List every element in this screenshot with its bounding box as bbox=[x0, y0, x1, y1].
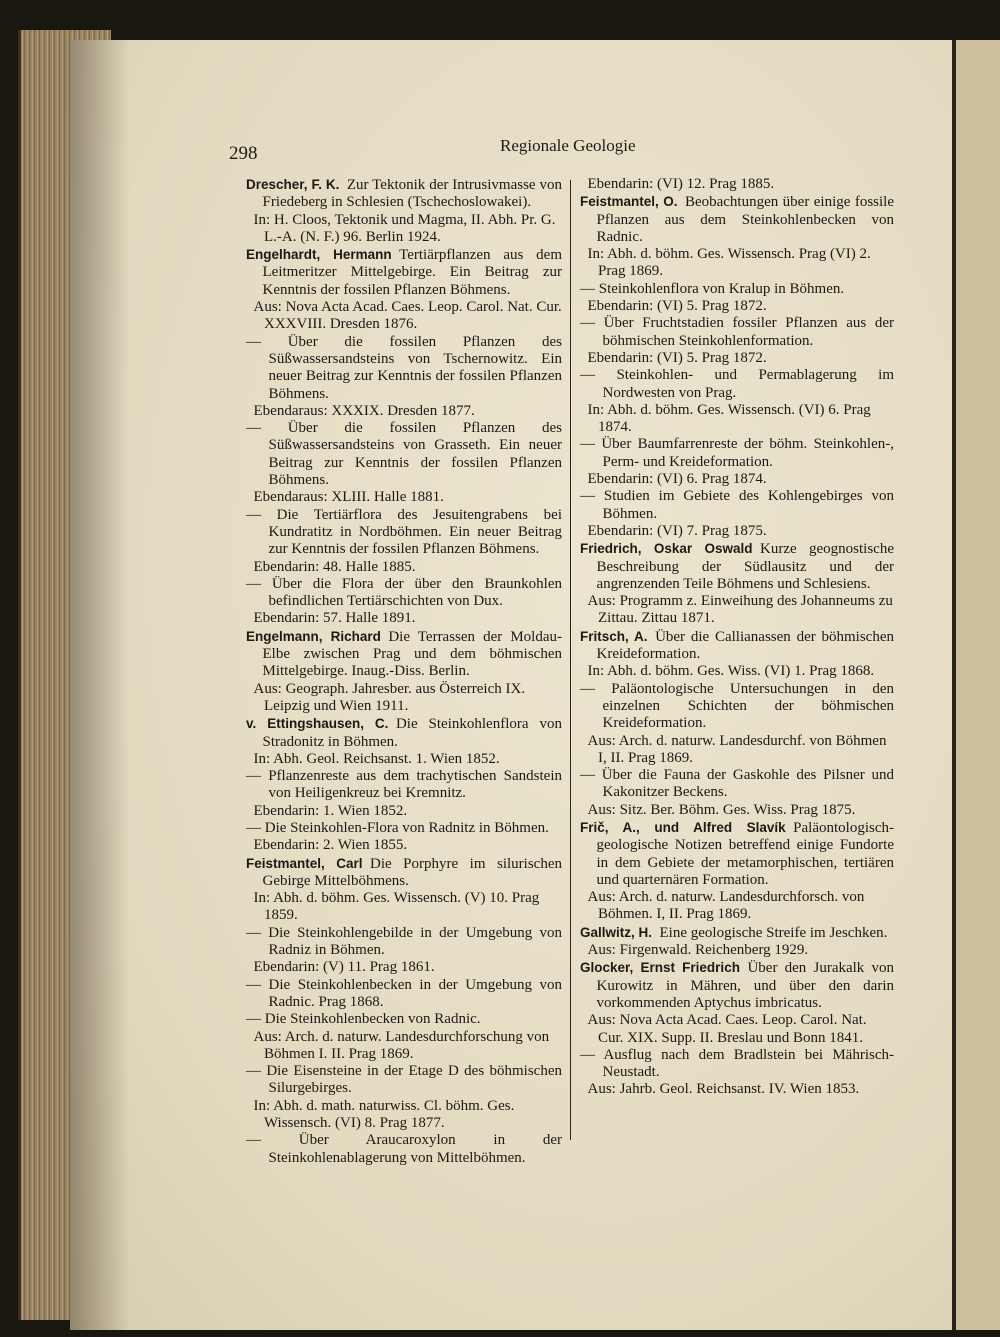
bibliography-entry bbox=[246, 1132, 562, 1167]
entry-title: Zur Tektonik der Intrusivmasse von Friedeberg in Schlesien (Tschechoslowakei). bbox=[262, 177, 562, 211]
repeat-author-dash: — bbox=[246, 924, 261, 941]
entry-title: Die Steinkohlenflora von Stradonitz in Böhmen. bbox=[262, 716, 562, 750]
entry-publication: Ebendarin: (VI) 7. Prag 1875. bbox=[587, 522, 767, 539]
entry-title: Paläontologische Untersuchungen in den einzelnen Schichten der böhmischen Kreideformation. bbox=[602, 680, 894, 732]
bibliography-entry bbox=[246, 768, 562, 820]
entry-title-line bbox=[580, 681, 894, 733]
entry-title-line bbox=[246, 855, 562, 891]
bibliography-entry bbox=[580, 176, 894, 193]
left-column bbox=[246, 176, 562, 1167]
entry-author: Gallwitz, H. bbox=[580, 924, 653, 940]
entry-author: Fritsch, A. bbox=[580, 628, 648, 644]
bibliography-entry bbox=[580, 281, 894, 316]
entry-title: Die Steinkohlen-Flora von Radnitz in Böhmen. bbox=[264, 819, 549, 836]
entry-publication: In: Abh. d. böhm. Ges. Wissensch. (V) 10. Prag 1859. bbox=[253, 890, 540, 924]
entry-title-line bbox=[246, 507, 562, 559]
entry-publication: Aus: Sitz. Ber. Böhm. Ges. Wiss. Prag 1875. bbox=[587, 801, 856, 818]
entry-publication: In: Abh. d. böhm. Ges. Wiss. (VI) 1. Prag 1868. bbox=[587, 663, 875, 680]
bibliography-entry bbox=[580, 488, 894, 540]
entry-title: Über die Callianassen der böhmischen Kreideformation. bbox=[596, 628, 895, 663]
entry-publication: Ebendarin: (VI) 12. Prag 1885. bbox=[587, 176, 775, 192]
entry-publication: Aus: Nova Acta Acad. Caes. Leop. Carol. Nat. Cur. XIX. Supp. II. Breslau und Bonn 1841. bbox=[587, 1012, 867, 1046]
entry-publication: Ebendarin: 48. Halle 1885. bbox=[253, 558, 416, 575]
entry-title-line bbox=[246, 715, 562, 751]
entry-title: Pflanzenreste aus dem trachytischen Sandstein von Heiligenkreuz bei Kremnitz. bbox=[268, 768, 562, 802]
entry-title-line bbox=[580, 959, 894, 1012]
entry-title-line bbox=[246, 1063, 562, 1098]
entry-publication: Aus: Programm z. Einweihung des Johanneums zu Zittau. Zittau 1871. bbox=[587, 593, 893, 627]
entry-publication: Aus: Arch. d. naturw. Landesdurchforsch. von Böhmen. I, II. Prag 1869. bbox=[587, 889, 865, 923]
entry-title: Die Steinkohlenbecken in der Umgebung von Radnic. Prag 1868. bbox=[268, 976, 562, 1010]
entry-author: Feistmantel, Carl bbox=[246, 855, 363, 871]
entry-publication: Ebendarin: (VI) 5. Prag 1872. bbox=[587, 349, 767, 366]
bibliography-entry bbox=[246, 977, 562, 1012]
bibliography-entry bbox=[246, 576, 562, 628]
entry-author: Engelmann, Richard bbox=[246, 628, 381, 644]
entry-publication: In: H. Cloos, Tektonik und Magma, II. Abh. Pr. G. L.-A. (N. F.) 96. Berlin 1924. bbox=[253, 211, 556, 245]
repeat-author-dash: — bbox=[246, 1132, 261, 1149]
entry-title-line bbox=[246, 820, 562, 837]
entry-title: Eine geologische Streife im Jeschken. bbox=[659, 924, 888, 941]
entry-author: Frič, A., und Alfred Slavík bbox=[580, 819, 786, 835]
repeat-author-dash: — bbox=[580, 488, 595, 505]
bibliography-entry bbox=[246, 715, 562, 768]
bibliography-entry bbox=[580, 315, 894, 367]
entry-title: Über den Jurakalk von Kurowitz in Mähren, und über den darin vorkommenden Aptychus imbricatus. bbox=[596, 960, 894, 1011]
repeat-author-dash: — bbox=[246, 976, 261, 993]
bibliography-entry bbox=[246, 334, 562, 420]
entry-author: Feistmantel, O. bbox=[580, 194, 678, 210]
entry-title: Über die fossilen Pflanzen des Süßwassersandsteins von Grasseth. Ein neuer Beitrag zur Kenntnis der fossilen Pflanzen Böhmens. bbox=[268, 420, 563, 489]
repeat-author-dash: — bbox=[580, 367, 595, 384]
bibliography-entry bbox=[580, 628, 894, 681]
entry-title: Die Eisensteine in der Etage D des böhmischen Silurgebirges. bbox=[266, 1063, 562, 1097]
entry-title-line bbox=[246, 1011, 562, 1028]
repeat-author-dash: — bbox=[580, 680, 595, 697]
entry-title-line bbox=[246, 246, 562, 299]
bibliography-entry bbox=[580, 924, 894, 960]
entry-publication: Aus: Arch. d. naturw. Landesdurchforschung von Böhmen I. II. Prag 1869. bbox=[253, 1028, 550, 1062]
entry-title-line bbox=[246, 628, 562, 681]
entry-title: Beobachtungen über einige fossile Pflanzen aus dem Steinkohlenbecken von Radnic. bbox=[596, 194, 894, 245]
bibliography-entry bbox=[580, 767, 894, 819]
entry-title: Kurze geognostische Beschreibung der Südlausitz und der angrenzenden Teile Böhmens und Schlesiens. bbox=[596, 541, 894, 592]
entry-title-line bbox=[580, 367, 894, 402]
bibliography-entry bbox=[246, 855, 562, 925]
entry-author: Friedrich, Oskar Oswald bbox=[580, 541, 753, 557]
bibliography-entry bbox=[580, 681, 894, 767]
entry-title: Über die fossilen Pflanzen des Süßwassersandsteins von Tschernowitz. Ein neuer Beitrag zur Kenntnis der fossilen Pflanzen Böhmens. bbox=[268, 333, 563, 402]
bibliography-entry bbox=[246, 507, 562, 576]
entry-title: Die Terrassen der Moldau-Elbe zwischen Prag und dem böhmischen Mittelgebirge. Inaug.-Diss. Berlin. bbox=[262, 628, 562, 680]
repeat-author-dash: — bbox=[246, 819, 261, 836]
column-divider bbox=[570, 180, 571, 1140]
entry-publication: Aus: Firgenwald. Reichenberg 1929. bbox=[587, 942, 809, 959]
entry-publication: Ebendarin: 2. Wien 1855. bbox=[253, 837, 408, 854]
right-column bbox=[580, 176, 894, 1099]
bibliography-entry bbox=[580, 819, 894, 924]
bibliography-entry bbox=[246, 925, 562, 977]
bibliography-entry bbox=[580, 367, 894, 436]
entry-title-line bbox=[580, 540, 894, 593]
bibliography-entry bbox=[246, 628, 562, 715]
entry-title-line bbox=[580, 628, 894, 664]
entry-title-line bbox=[580, 193, 894, 246]
spine-shadow bbox=[70, 40, 130, 1330]
repeat-author-dash: — bbox=[580, 1046, 595, 1063]
entry-author: v. Ettingshausen, C. bbox=[246, 716, 389, 732]
entry-title: Paläontologisch-geologische Notizen betreffend einige Fundorte in dem Gebiete der metamorphischen, tertiären und quarternären Formation. bbox=[596, 819, 894, 888]
entry-title: Tertiärpflanzen aus dem Leitmeritzer Mittelgebirge. Ein Beitrag zur Kenntnis der fossilen Pflanzen Böhmens. bbox=[262, 247, 562, 298]
repeat-author-dash: — bbox=[246, 1011, 261, 1028]
entry-title: Über Araucaroxylon in der Steinkohlenablagerung von Mittelböhmen. bbox=[268, 1132, 562, 1166]
entry-title: Steinkohlen- und Permablagerung im Nordwesten von Prag. bbox=[602, 367, 895, 401]
entry-title: Über die Fauna der Gaskohle des Pilsner und Kakonitzer Beckens. bbox=[601, 767, 895, 801]
entry-title-line bbox=[580, 436, 894, 471]
entry-title-line bbox=[246, 768, 562, 803]
entry-publication: Aus: Jahrb. Geol. Reichsanst. IV. Wien 1853. bbox=[587, 1081, 860, 1098]
bibliography-entry bbox=[580, 193, 894, 280]
entry-title-line bbox=[580, 767, 894, 802]
bibliography-entry bbox=[246, 420, 562, 506]
entry-publication: Ebendaraus: XLIII. Halle 1881. bbox=[253, 489, 444, 506]
entry-author: Glocker, Ernst Friedrich bbox=[580, 960, 740, 976]
entry-title: Steinkohlenflora von Kralup in Böhmen. bbox=[598, 280, 845, 297]
entry-title-line bbox=[580, 281, 894, 298]
entry-publication: In: Abh. d. math. naturwiss. Cl. böhm. Ges. Wissensch. (VI) 8. Prag 1877. bbox=[253, 1097, 515, 1132]
entry-title-line bbox=[246, 977, 562, 1012]
entry-author: Drescher, F. K. bbox=[246, 177, 340, 192]
bibliography-entry bbox=[580, 959, 894, 1046]
next-page-edge bbox=[952, 40, 1000, 1330]
entry-title-line bbox=[580, 819, 894, 889]
entry-title: Die Porphyre im silurischen Gebirge Mittelböhmens. bbox=[262, 855, 562, 889]
entry-title-line bbox=[246, 576, 562, 611]
entry-title: Die Steinkohlenbecken von Radnic. bbox=[264, 1011, 481, 1028]
entry-title-line bbox=[580, 488, 894, 523]
entry-title-line bbox=[246, 334, 562, 403]
entry-publication: In: Abh. d. böhm. Ges. Wissensch. (VI) 6. Prag 1874. bbox=[587, 401, 871, 436]
bibliography-entry bbox=[246, 820, 562, 855]
repeat-author-dash: — bbox=[246, 1063, 261, 1080]
repeat-author-dash: — bbox=[580, 280, 595, 297]
page-number: 298 bbox=[229, 143, 258, 164]
entry-publication: Ebendarin: (V) 11. Prag 1861. bbox=[253, 959, 435, 976]
entry-title: Die Steinkohlengebilde in der Umgebung von Radniz in Böhmen. bbox=[268, 924, 563, 959]
entry-publication: Aus: Geograph. Jahresber. aus Österreich IX. Leipzig und Wien 1911. bbox=[253, 680, 526, 714]
bibliography-entry bbox=[580, 1047, 894, 1099]
entry-author: Engelhardt, Hermann bbox=[246, 247, 392, 263]
entry-publication: Ebendarin: (VI) 6. Prag 1874. bbox=[587, 471, 767, 488]
entry-title: Über Fruchtstadien fossiler Pflanzen aus der böhmischen Steinkohlenformation. bbox=[602, 315, 895, 349]
entry-publication: Ebendarin: (VI) 5. Prag 1872. bbox=[587, 298, 767, 315]
repeat-author-dash: — bbox=[246, 333, 261, 350]
entry-title: Studien im Gebiete des Kohlengebirges von Böhmen. bbox=[602, 488, 894, 522]
entry-publication: In: Abh. d. böhm. Ges. Wissensch. Prag (VI) 2. Prag 1869. bbox=[587, 246, 871, 280]
bibliography-entry bbox=[246, 1011, 562, 1063]
entry-title-line bbox=[246, 1132, 562, 1167]
entry-title-line bbox=[580, 924, 894, 942]
bibliography-entry bbox=[580, 436, 894, 488]
repeat-author-dash: — bbox=[580, 767, 595, 784]
bibliography-entry bbox=[246, 246, 562, 333]
entry-title: Über die Flora der über den Braunkohlen befindlichen Tertiärschichten von Dux. bbox=[268, 575, 563, 610]
entry-publication: Aus: Arch. d. naturw. Landesdurchf. von Böhmen I, II. Prag 1869. bbox=[587, 732, 887, 766]
entry-publication: Ebendarin: 1. Wien 1852. bbox=[253, 802, 408, 819]
entry-title-line bbox=[580, 315, 894, 350]
repeat-author-dash: — bbox=[580, 315, 595, 332]
entry-publication: Ebendaraus: XXXIX. Dresden 1877. bbox=[253, 402, 475, 419]
repeat-author-dash: — bbox=[246, 420, 261, 437]
entry-title-line bbox=[246, 420, 562, 489]
entry-title-line bbox=[246, 925, 562, 960]
bibliography-entry bbox=[246, 1063, 562, 1132]
repeat-author-dash: — bbox=[246, 506, 261, 523]
entry-publication: Ebendarin: 57. Halle 1891. bbox=[253, 610, 416, 627]
entry-publication: In: Abh. Geol. Reichsanst. 1. Wien 1852. bbox=[253, 750, 500, 767]
running-title: Regionale Geologie bbox=[500, 136, 636, 155]
entry-title: Die Tertiärflora des Jesuitengrabens bei Kundratitz in Nordböhmen. Ein neuer Beitrag zur Kenntnis der fossilen Pflanzen Böhmens. bbox=[268, 506, 562, 558]
entry-title-line bbox=[580, 1047, 894, 1082]
repeat-author-dash: — bbox=[580, 436, 595, 453]
entry-title-line bbox=[246, 176, 562, 212]
repeat-author-dash: — bbox=[246, 575, 261, 592]
repeat-author-dash: — bbox=[246, 768, 261, 785]
entry-title: Ausflug nach dem Bradlstein bei Mährisch-Neustadt. bbox=[602, 1046, 894, 1081]
bibliography-entry bbox=[580, 540, 894, 627]
bibliography-entry bbox=[246, 176, 562, 246]
entry-publication: Aus: Nova Acta Acad. Caes. Leop. Carol. Nat. Cur. XXXVIII. Dresden 1876. bbox=[253, 299, 562, 333]
entry-title: Über Baumfarrenreste der böhm. Steinkohlen-, Perm- und Kreideformation. bbox=[601, 436, 894, 470]
